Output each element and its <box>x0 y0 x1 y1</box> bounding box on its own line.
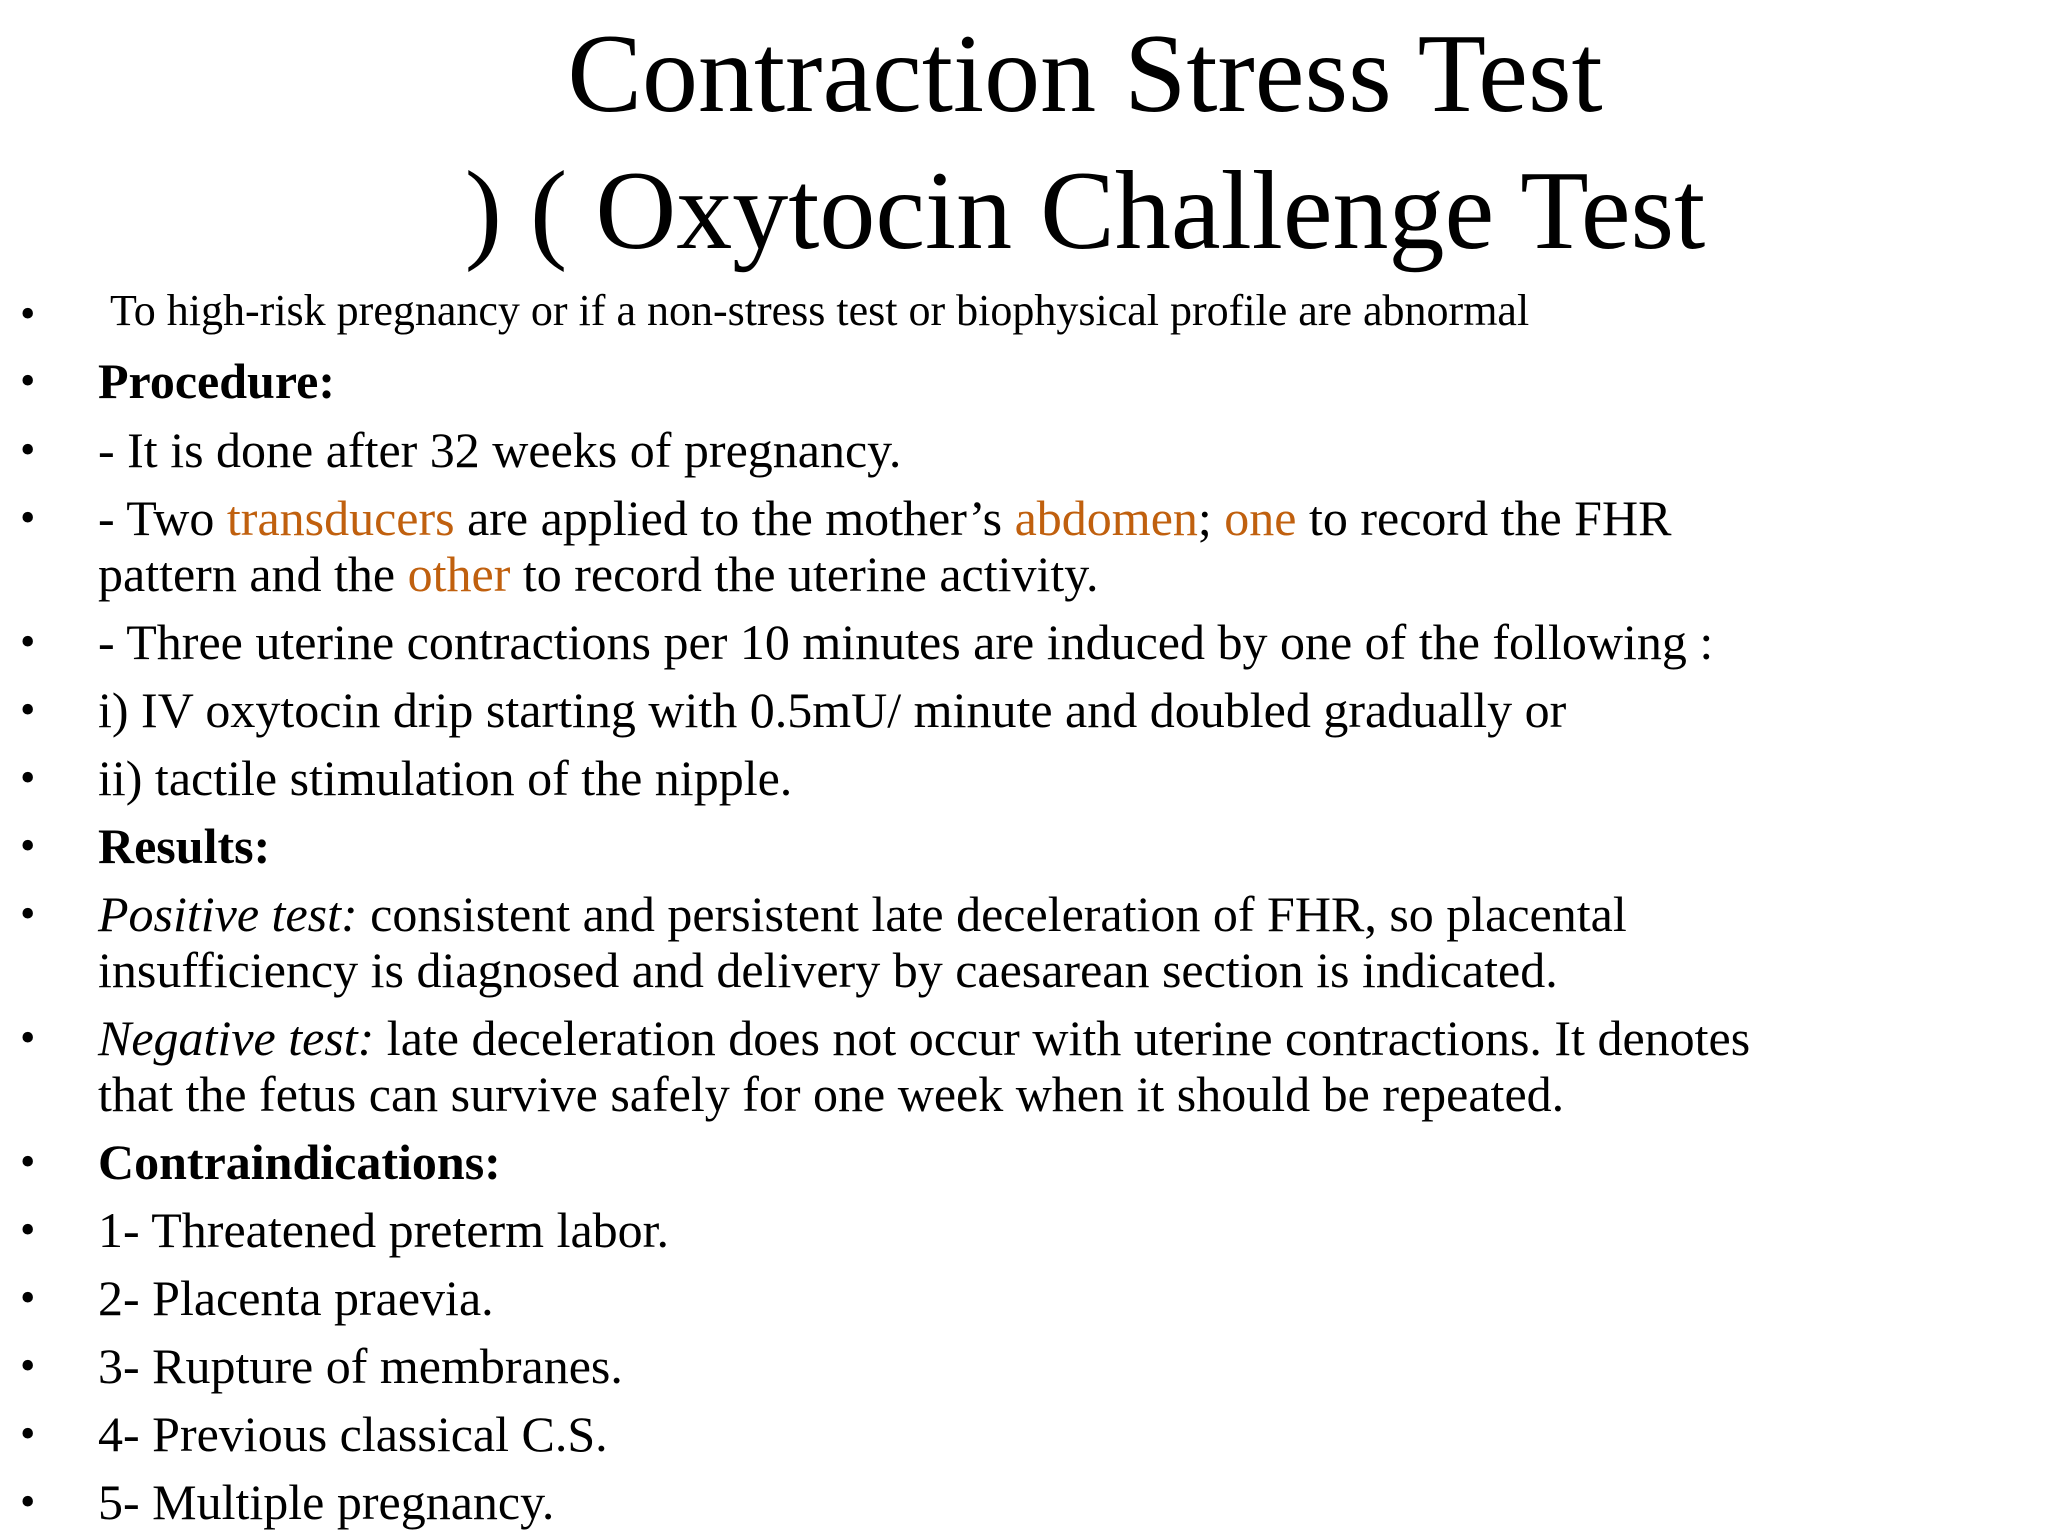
results-heading: Results: <box>98 818 271 874</box>
highlight-one: one <box>1224 490 1297 546</box>
text-run: pattern and the <box>98 546 408 602</box>
slide-title-line-1: Contraction Stress Test <box>567 12 1603 136</box>
highlight-other: other <box>407 546 511 602</box>
bullet-icon: • <box>20 685 36 734</box>
bullet-icon: • <box>20 889 36 938</box>
text-run: - Two <box>98 490 227 546</box>
text-run: late deceleration does not occur with uterine contractions. It denotes <box>374 1010 1751 1066</box>
bullet-icon: • <box>20 821 36 870</box>
bullet-icon: • <box>20 1273 36 1322</box>
bullet-icon: • <box>20 753 36 802</box>
bullet-icon: • <box>20 356 36 405</box>
bullet-icon: • <box>20 1013 36 1062</box>
bullet-icon: • <box>20 1341 36 1390</box>
transducers-line-2 <box>98 546 1099 602</box>
positive-test-line-1 <box>98 886 1627 942</box>
bullet-icon: • <box>20 289 36 338</box>
transducers-line-1 <box>98 490 1671 546</box>
contraindication-text: 3- Rupture of membranes. <box>98 1338 623 1394</box>
procedure-heading: Procedure: <box>98 353 335 409</box>
contraindication-text: 4- Previous classical C.S. <box>98 1406 608 1462</box>
text-run: ; <box>1197 490 1225 546</box>
indication-text: To high-risk pregnancy or if a non-stress test or biophysical profile are abnormal <box>110 286 1530 335</box>
timing-text: - It is done after 32 weeks of pregnancy. <box>98 422 902 478</box>
slide-title-line-2: ) ( Oxytocin Challenge Test <box>464 149 1706 273</box>
bullet-icon: • <box>20 1477 36 1526</box>
contraindication-text: 2- Placenta praevia. <box>98 1270 494 1326</box>
highlight-abdomen: abdomen <box>1014 490 1198 546</box>
method-1-text: i) IV oxytocin drip starting with 0.5mU/ minute and doubled gradually or <box>98 682 1567 738</box>
method-2-text: ii) tactile stimulation of the nipple. <box>98 750 793 806</box>
bullet-icon: • <box>20 617 36 666</box>
contraindication-text: 1- Threatened preterm labor. <box>98 1202 670 1258</box>
text-run: to record the uterine activity. <box>510 546 1099 602</box>
bullet-icon: • <box>20 425 36 474</box>
negative-test-label: Negative test: <box>98 1010 375 1066</box>
contraindications-heading: Contraindications: <box>98 1134 501 1190</box>
highlight-transducers: transducers <box>226 490 455 546</box>
contraindication-text: 5- Multiple pregnancy. <box>98 1474 555 1530</box>
text-run: consistent and persistent late deceleration of FHR, so placental <box>357 886 1627 942</box>
bullet-icon: • <box>20 1137 36 1186</box>
bullet-icon: • <box>20 1409 36 1458</box>
induction-text: - Three uterine contractions per 10 minutes are induced by one of the following : <box>98 614 1714 670</box>
negative-test-line-1 <box>98 1010 1750 1066</box>
text-run: are applied to the mother’s <box>454 490 1015 546</box>
text-run: to record the FHR <box>1296 490 1672 546</box>
negative-test-line-2: that the fetus can survive safely for one week when it should be repeated. <box>98 1066 1565 1122</box>
positive-test-label: Positive test: <box>98 886 358 942</box>
positive-test-line-2: insufficiency is diagnosed and delivery by caesarean section is indicated. <box>98 942 1558 998</box>
bullet-icon: • <box>20 493 36 542</box>
bullet-icon: • <box>20 1205 36 1254</box>
